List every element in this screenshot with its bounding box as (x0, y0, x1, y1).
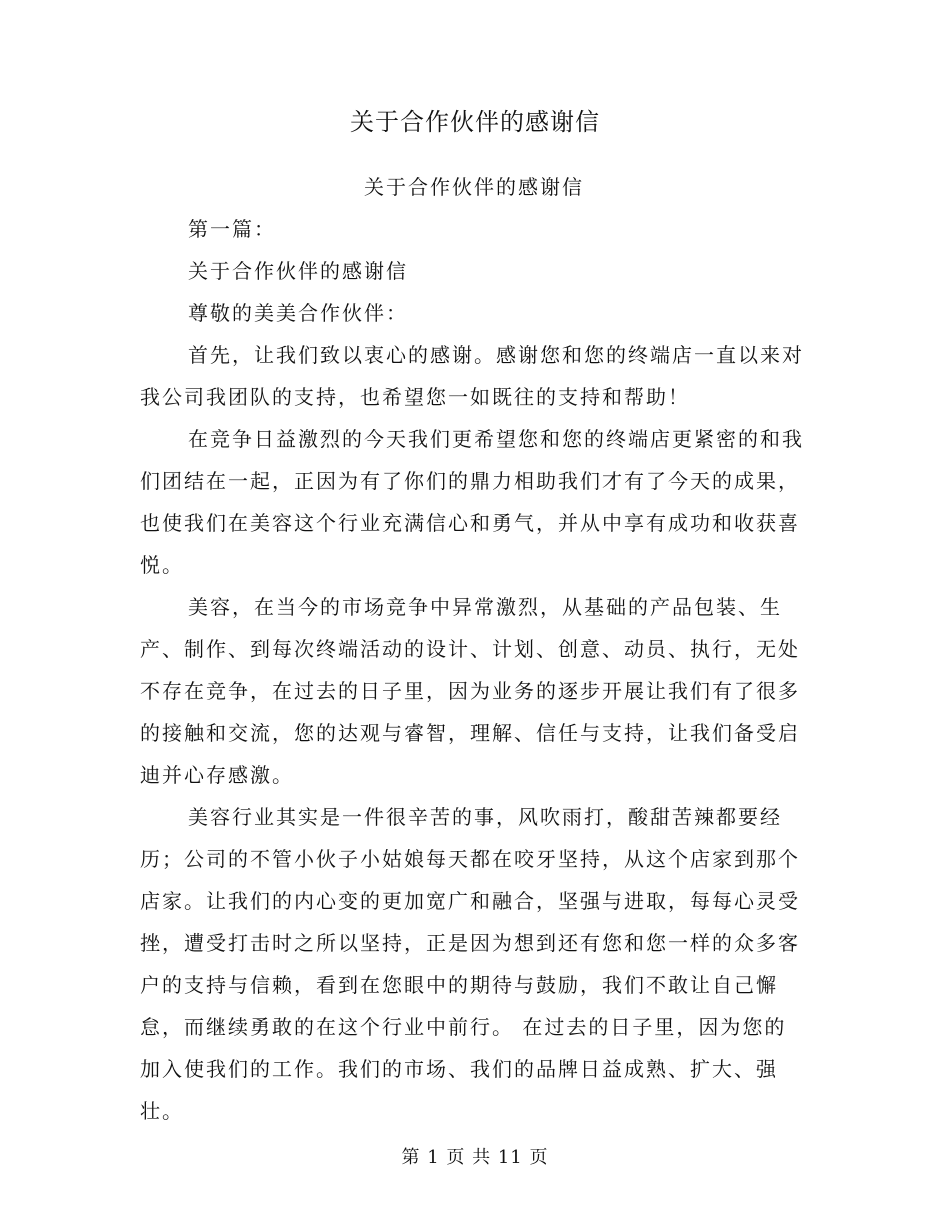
document-body (140, 166, 808, 1132)
paragraph: 美容行业其实是一件很辛苦的事，风吹雨打，酸甜苦辣都要经历；公司的不管小伙子小姑娘每天都在咬牙坚持，从这个店家到那个店家。让我们的内心变的更加宽广和融合，坚强与进取，每每心灵受挫，遭受打击时之所以坚持，正是因为想到还有您和您一样的众多客户的支持与信赖，看到在您眼中的期待与鼓励，我们不敢让自己懈怠，而继续勇敢的在这个行业中前行。 在过去的日子里，因为您的加入使我们的工作。我们的市场、我们的品牌日益成熟、扩大、强壮。 (140, 805, 800, 1123)
paragraph: 在竞争日益激烈的今天我们更希望您和您的终端店更紧密的和我们团结在一起，正因为有了你们的鼎力相助我们才有了今天的成果，也使我们在美容这个行业充满信心和勇气，并从中享有成功和收获喜悦。 (140, 427, 804, 577)
document-title: 关于合作伙伴的感谢信 (350, 108, 600, 136)
page-number-footer: 第 1 页 共 11 页 (401, 1147, 549, 1168)
document-subtitle: 关于合作伙伴的感谢信 (364, 175, 584, 199)
paragraph: 首先，让我们致以衷心的感谢。感谢您和您的终端店一直以来对我公司我团队的支持，也希望您一如既往的支持和帮助！ (140, 343, 804, 409)
section-title: 关于合作伙伴的感谢信 (188, 259, 408, 283)
paragraph: 美容，在当今的市场竞争中异常激烈，从基础的产品包装、生产、制作、到每次终端活动的设计、计划、创意、动员、执行，无处不存在竞争，在过去的日子里，因为业务的逐步开展让我们有了很多的接触和交流，您的达观与睿智，理解、信任与支持，让我们备受启迪并心存感激。 (140, 595, 800, 787)
salutation: 尊敬的美美合作伙伴： (188, 301, 408, 325)
section-label: 第一篇： (188, 217, 276, 241)
